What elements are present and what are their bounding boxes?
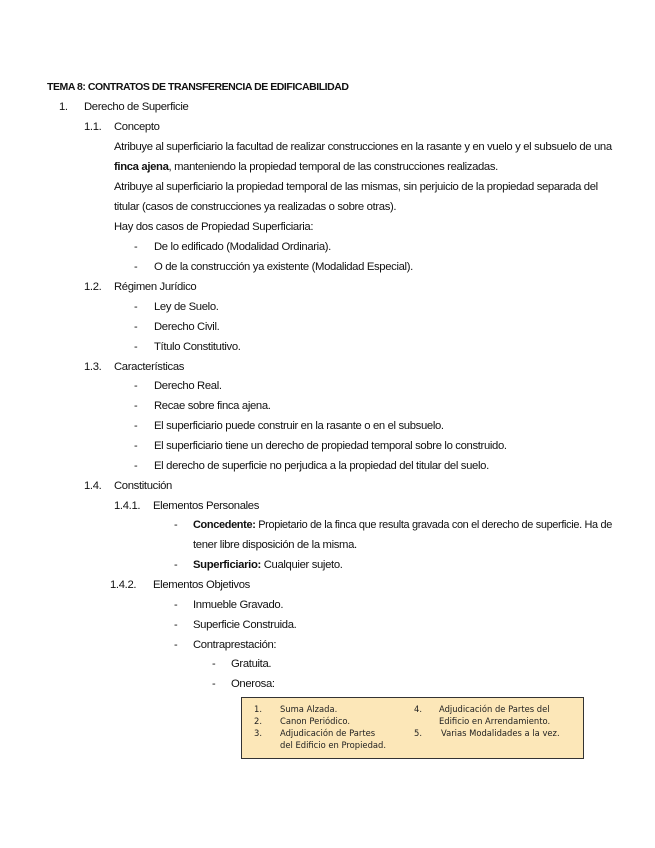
- bullet-dash: -: [174, 599, 178, 611]
- box-item-text: Varias Modalidades a la vez.: [441, 728, 560, 738]
- list-item: De lo edificado (Modalidad Ordinaria).: [154, 241, 331, 253]
- bold-term: finca ajena: [114, 161, 169, 173]
- bullet-dash: -: [134, 400, 138, 412]
- contraprestacion-modalities-box: [241, 697, 584, 759]
- subsubsection-number: 1.4.1.: [114, 500, 141, 512]
- subsection-number: 1.2.: [84, 281, 102, 293]
- box-item-text: Canon Periódico.: [280, 716, 351, 726]
- bullet-dash: -: [134, 341, 138, 353]
- box-item-number: 4.: [414, 704, 422, 714]
- list-item: Derecho Civil.: [154, 321, 220, 333]
- box-item-text: Adjudicación de Partes del: [439, 704, 550, 714]
- bullet-dash: -: [134, 241, 138, 253]
- box-item-number: 3.: [254, 728, 262, 738]
- subsection-heading: Concepto: [114, 121, 160, 133]
- box-item-number: 5.: [414, 728, 422, 738]
- section-heading: Derecho de Superficie: [84, 101, 189, 113]
- list-item: El superficiario puede construir en la rasante o en el subsuelo.: [154, 420, 444, 432]
- paragraph-line: finca ajena, manteniendo la propiedad temporal de las construcciones realizadas.: [114, 161, 498, 173]
- list-item: Superficie Construida.: [193, 619, 297, 631]
- paragraph-line: Atribuye al superficiario la facultad de realizar construcciones en la rasante y en vuelo y el subsuelo de una: [114, 141, 612, 153]
- list-item: Ley de Suelo.: [154, 301, 219, 313]
- paragraph-line: titular (casos de construcciones ya realizadas o sobre otras).: [114, 201, 397, 213]
- subsection-number: 1.4.: [84, 480, 102, 492]
- bullet-dash: -: [212, 658, 216, 670]
- list-item: Contraprestación:: [193, 639, 277, 651]
- subsection-heading: Régimen Jurídico: [114, 281, 197, 293]
- bullet-dash: -: [174, 639, 178, 651]
- bullet-dash: -: [134, 380, 138, 392]
- paragraph-line: Hay dos casos de Propiedad Superficiaria:: [114, 221, 314, 233]
- box-item-number: 2.: [254, 716, 262, 726]
- bullet-dash: -: [134, 301, 138, 313]
- subsection-number: 1.1.: [84, 121, 102, 133]
- list-item: Superficiario: Cualquier sujeto.: [193, 559, 343, 571]
- subsubsection-number: 1.4.2.: [110, 579, 137, 591]
- bullet-dash: -: [174, 619, 178, 631]
- list-item: Onerosa:: [231, 678, 275, 690]
- bullet-dash: -: [134, 420, 138, 432]
- subsubsection-heading: Elementos Personales: [153, 500, 260, 512]
- bullet-dash: -: [134, 440, 138, 452]
- list-item: Derecho Real.: [154, 380, 222, 392]
- box-item-text: Edificio en Arrendamiento.: [439, 716, 551, 726]
- list-item: Gratuita.: [231, 658, 272, 670]
- bullet-dash: -: [134, 460, 138, 472]
- subsection-heading: Constitución: [114, 480, 172, 492]
- subsection-number: 1.3.: [84, 361, 102, 373]
- section-number: 1.: [59, 101, 68, 113]
- box-item-number: 1.: [254, 704, 262, 714]
- list-item: El derecho de superficie no perjudica a la propiedad del titular del suelo.: [154, 460, 489, 472]
- paragraph-line: Atribuye al superficiario la propiedad temporal de las mismas, sin perjuicio de la propiedad separada del: [114, 181, 598, 193]
- bullet-dash: -: [174, 559, 178, 571]
- page-title: TEMA 8: CONTRATOS DE TRANSFERENCIA DE EDIFICABILIDAD: [47, 81, 349, 93]
- bold-term: Superficiario:: [193, 559, 261, 571]
- list-item: El superficiario tiene un derecho de propiedad temporal sobre lo construido.: [154, 440, 507, 452]
- bullet-dash: -: [134, 321, 138, 333]
- box-item-text: del Edificio en Propiedad.: [280, 740, 387, 750]
- list-item: Recae sobre finca ajena.: [154, 400, 271, 412]
- box-item-text: Adjudicación de Partes: [280, 728, 376, 738]
- bold-term: Concedente:: [193, 519, 256, 531]
- bullet-dash: -: [212, 678, 216, 690]
- bullet-dash: -: [174, 519, 178, 531]
- bullet-dash: -: [134, 261, 138, 273]
- box-item-text: Suma Alzada.: [280, 704, 338, 714]
- list-item: Título Constitutivo.: [154, 341, 241, 353]
- list-item: Inmueble Gravado.: [193, 599, 284, 611]
- subsection-heading: Características: [114, 361, 185, 373]
- list-item: O de la construcción ya existente (Modalidad Especial).: [154, 261, 413, 273]
- list-item: Concedente: Propietario de la finca que resulta gravada con el derecho de superficie. Ha de: [193, 519, 612, 531]
- list-item-continuation: tener libre disposición de la misma.: [193, 539, 357, 551]
- subsubsection-heading: Elementos Objetivos: [153, 579, 250, 591]
